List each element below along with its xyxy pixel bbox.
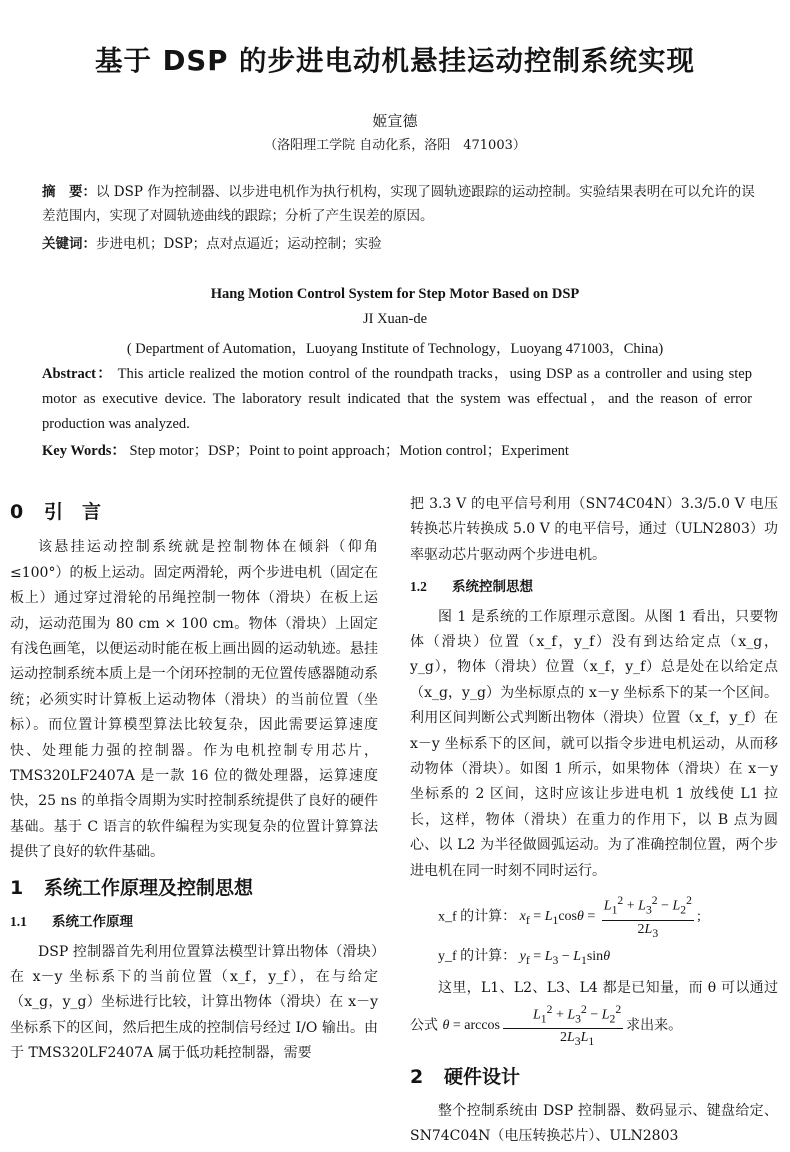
section-1-2-title: 系统控制思想 xyxy=(452,579,533,596)
author-affiliation: （洛阳理工学院 自动化系，洛阳 471003） xyxy=(264,138,526,153)
section-2-paragraph: 整个控制系统由 DSP 控制器、数码显示、键盘给定、SN74C04N（电压转换芯片）、ULN2803 xyxy=(410,1102,778,1145)
section-2-number: 2 xyxy=(410,1066,424,1089)
keywords-en-text: Step motor；DSP；Point to point approach；Motion control；Experiment xyxy=(129,443,569,459)
intro-paragraph: 该悬挂运动控制系统就是控制物体在倾斜（仰角≤100°）的板上运动。固定两滑轮，两个步进电机（固定在板上）通过穿过滑轮的吊绳控制一物体（滑块）在板上运动，运动范围为 80 cm × 100 cm。物体（滑块）上固定有浅色画笔，以便运动时能在板上画出圆的运动轨迹。悬挂运动控制系统本质上是一个闭环控制的无位置传感器随动系统；必须实时计算板上运动物体（滑块）的当前位置（坐标）。而位置计算模型算法比较复杂，因此需要运算速度快、处理能力强的控制器。作为电机控制专用芯片，TMS320LF2407A 是一款 16 位的微处理器，运算速度快，25 ns 的单指令周期为实时控制系统提供了良好的硬件基础。基于 C 语言的软件编程为实现复杂的位置计算算法提供了良好的软件基础。 xyxy=(10,539,378,861)
section-2-title: 硬件设计 xyxy=(444,1066,521,1089)
section-1-1-heading xyxy=(10,909,378,935)
abstract-en xyxy=(42,362,752,437)
paper-title: 基于 DSP 的步进电动机悬挂运动控制系统实现 xyxy=(95,45,695,77)
equation-yf-label: y_f 的计算： xyxy=(438,949,517,965)
continuation-paragraph: 把 3.3 V 的电平信号利用（SN74C04N）3.3/5.0 V 电压转换芯片转换成 5.0 V 的电平信号，通过（ULN2803）功率驱动芯片驱动两个步进电机。 xyxy=(410,496,778,563)
equation-xf-fraction: $\frac{L_1^2 + L_3^2 - L_2^2}{2L_3}$ xyxy=(603,894,692,940)
right-column xyxy=(410,492,778,1149)
author-name: 姬宣德 xyxy=(372,112,418,130)
section-0-title: 引 言 xyxy=(44,501,102,523)
section-1-1-title: 系统工作原理 xyxy=(52,914,133,931)
keywords-en xyxy=(42,439,752,460)
section-1-2-paragraph: 图 1 是系统的工作原理示意图。从图 1 看出，只要物体（滑块）位置（x_f，y_f）没有到达给定点（x_g，y_g），物体（滑块）位置（x_f，y_f）总是处在以给定点（x_g，y_g）为坐标原点的 x－y 坐标系下的某一个区间。利用区间判断公式判断出物体（滑块）位置（x_f，y_f）在 x－y 坐标系下的区间，就可以指令步进电机运动，从而移动物体（滑块）。如图 1 所示，如果物体（滑块）在 x－y 坐标系的 2 区间，这时应该让步进电机 1 放线使 L1 拉长，这样，物体（滑块）在重力的作用下，以 B 点为圆心、以 L2 为半径做圆弧运动。为了准确控制位置，两个步进电机在同一时刻不同时运行。 xyxy=(410,608,778,879)
section-0-number: 0 xyxy=(10,501,24,523)
equation-explanation-tail: 求出来。 xyxy=(626,1017,683,1034)
section-2-heading xyxy=(410,1065,778,1090)
english-title: Hang Motion Control System for Step Motor Based on DSP xyxy=(210,286,580,302)
abstract-cn-label: 摘 要： xyxy=(42,184,96,200)
english-affiliation: ( Department of Automation，Luoyang Institute of Technology，Luoyang 471003，China) xyxy=(126,341,664,357)
equation-yf-body: $y_f = L_3 - L_1\sin\theta$ xyxy=(519,949,611,968)
english-author: JI Xuan-de xyxy=(362,311,428,327)
keywords-en-label: Key Words： xyxy=(42,443,126,459)
abstract-cn xyxy=(42,180,762,228)
keywords-cn-label: 关键词： xyxy=(42,236,96,252)
section-0-heading xyxy=(10,500,378,525)
section-1-2-number: 1.2 xyxy=(410,579,427,595)
equation-xf xyxy=(438,892,778,942)
equation-yf xyxy=(438,944,778,973)
section-1-title: 系统工作原理及控制思想 xyxy=(44,876,254,899)
keywords-cn xyxy=(42,232,762,252)
abstract-en-label: Abstract： xyxy=(42,366,113,382)
abstract-cn-text: 以 DSP 作为控制器、以步进电机作为执行机构，实现了圆轨迹跟踪的运动控制。实验结果表明在可以允许的误差范围内，实现了对圆轨迹曲线的跟踪；分析了产生误差的原因。 xyxy=(42,184,755,224)
equation-xf-label: x_f 的计算： xyxy=(438,909,517,925)
equation-explanation xyxy=(410,976,778,1052)
section-1-1-paragraph: DSP 控制器首先利用位置算法模型计算出物体（滑块）在 x－y 坐标系下的当前位置（x_f，y_f），在与给定（x_g，y_g）坐标进行比较，计算出物体（滑块）在 x－y 坐标系下的区间，然后把生成的控制信号经过 I/O 输出。由于 TMS320LF2407A 属于低功耗控制器，需要 xyxy=(10,943,378,1062)
abstract-en-text: This article realized the motion control of the roundpath tracks，using DSP as a controller and using step motor as executive device. The laboratory result indicated that the system was effectual，and the reason of error production was analyzed. xyxy=(42,366,752,432)
section-1-number: 1 xyxy=(10,876,24,899)
equation-theta: θ = arccos $\frac{L_1^2 + L_3^2 - L_2^2}{2L_3L_1}$ xyxy=(442,1002,622,1049)
section-1-2-heading xyxy=(410,574,778,600)
equation-explanation-text: 这里，L1、L2、L3、L4 都是已知量，而 θ 可以通过公式 xyxy=(410,979,778,1034)
left-column xyxy=(10,500,378,1067)
section-1-heading xyxy=(10,876,378,901)
section-1-1-number: 1.1 xyxy=(10,914,27,930)
keywords-cn-text: 步进电机；DSP；点对点逼近；运动控制；实验 xyxy=(96,236,382,252)
equation-xf-body: $x_f = L_1\cos\theta$ = $\frac{L_1^2 + L_3^2 - L_2^2}{2L_3}$ ; xyxy=(520,909,701,924)
